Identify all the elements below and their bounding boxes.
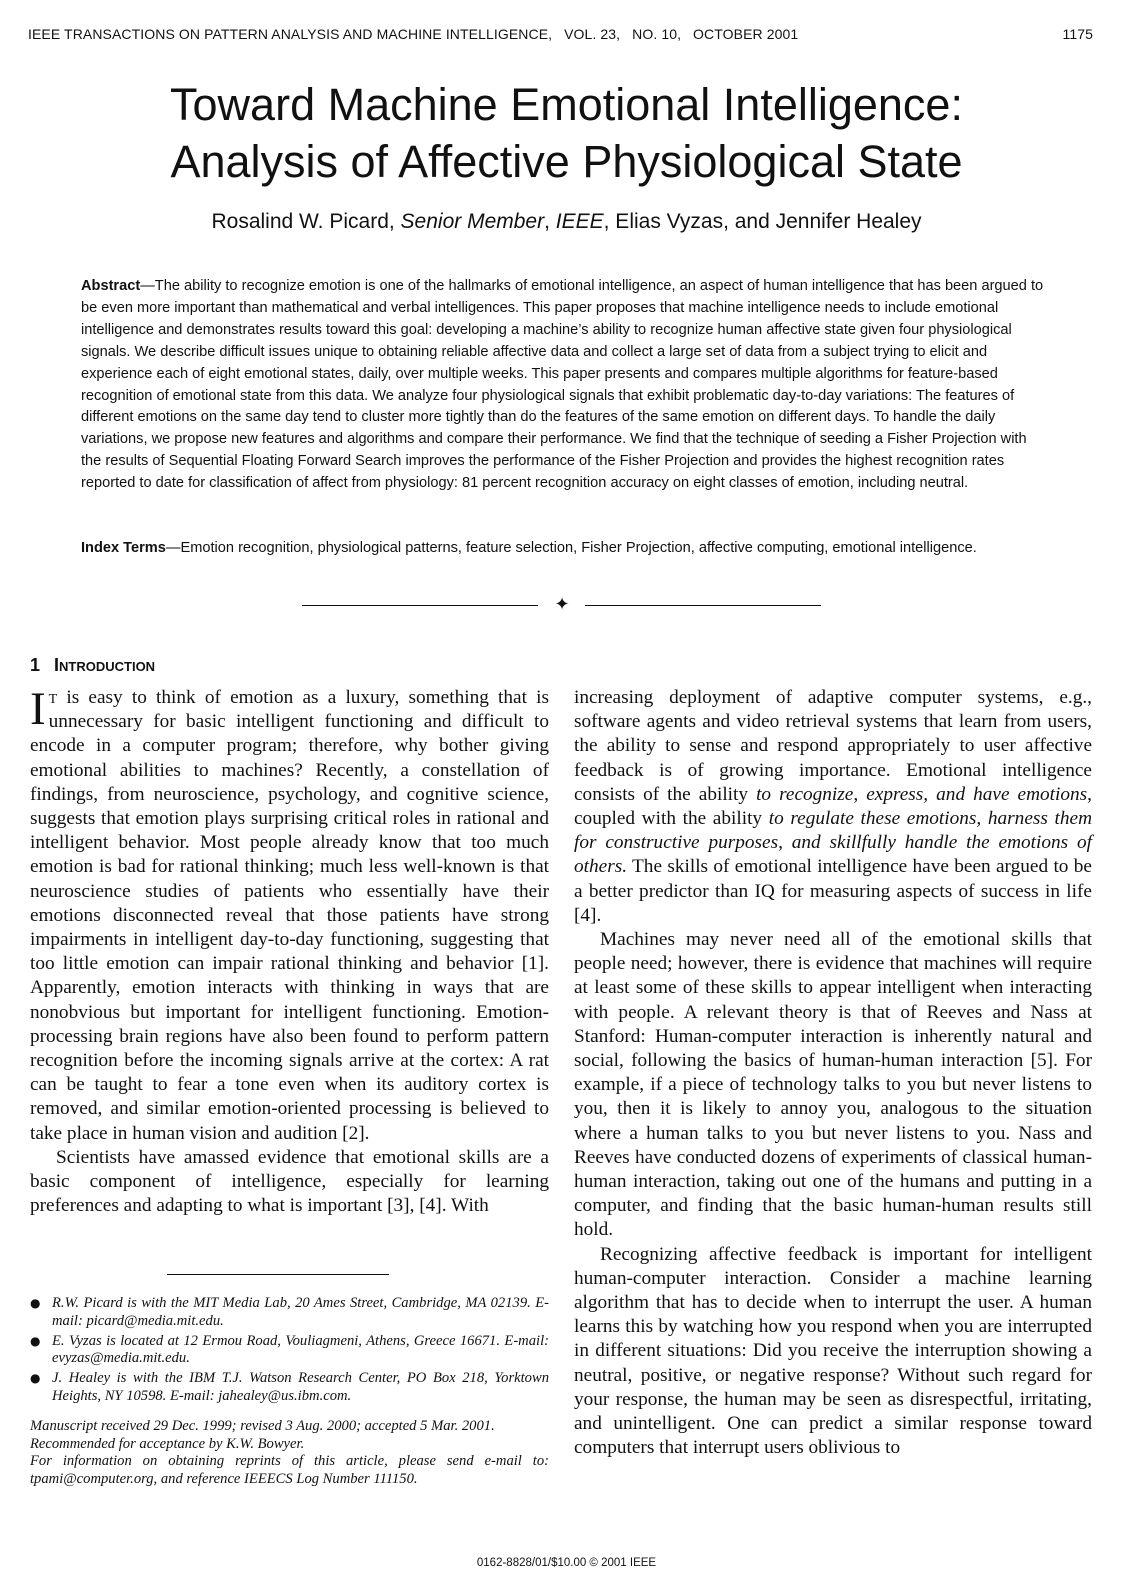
affiliation-item — [30, 1370, 549, 1406]
paragraph-text: t is easy to think of emotion as a luxury, something that is unnecessary for basic intelligent functioning and difficult to encode in a computer program; therefore, why bother giving emotional abilities to machines? Recently, a constellation of findings, from neuroscience, psychology, and cognitive science, suggests that emotion plays surprising critical roles in rational and intelligent behavior. Most people already know that too much emotion is bad for rational thinking; much less well-known is that neuroscience studies of patients who essentially have their emotions disconnected reveal that those patients have strong impairments in intelligent day-to-day functioning, suggesting that too little emotion can impair rational thinking and behavior [1]. Apparently, emotion interacts with thinking in ways that are nonobvious but important for intelligent functioning. Emotion-processing brain regions have also been found to perform pattern recognition before the incoming signals arrive at the cortex: A rat can be taught to fear a tone even when its auditory cortex is removed, and similar emotion-oriented processing is believed to take place in human vision and audition [2]. — [30, 687, 549, 1144]
index-terms — [81, 538, 1047, 560]
affiliation-item — [30, 1333, 549, 1369]
abstract — [81, 276, 1047, 495]
abstract-label: Abstract — [81, 278, 141, 294]
author-org: IEEE — [555, 210, 604, 233]
paragraph-text: increasing deployment of adaptive computer systems, e.g., software agents and video retrieval systems that learn from users, the ability to sense and respond appropriately to user affective feedback is of growing importance. Emotional intelligence consists of the ability — [574, 687, 1092, 805]
title-line-1: Toward Machine Emotional Intelligence: — [170, 79, 963, 130]
journal-header: IEEE TRANSACTIONS ON PATTERN ANALYSIS AND MACHINE INTELLIGENCE, VOL. 23, NO. 10, OCTOBER 2001 — [28, 26, 799, 42]
right-column — [574, 686, 1092, 1461]
paragraph: Machines may never need all of the emotional skills that people need; however, there is evidence that machines will require at least some of these skills to appear intelligent when interacting with people. A relevant theory is that of Reeves and Nass at Stanford: Human-computer interaction is inherently natural and social, following the basics of human-human interaction [5]. For example, if a piece of technology talks to you but never listens to you, then it is likely to annoy you, analogous to the situation where a human talks to you but never listens to you. Nass and Reeves have conducted dozens of experiments of classical human-human interaction, taking out one of the humans and putting in a computer, and finding that the basic human-human results still hold. — [574, 929, 1092, 1241]
emphasis-text: to regulate these emotions, harness them for constructive purposes, and skillfully handle the emotions of others. — [574, 808, 1093, 878]
left-column — [30, 683, 549, 1218]
separator-rule-left — [302, 605, 538, 606]
author-list — [0, 210, 1133, 234]
paragraph: Scientists have amassed evidence that emotional skills are a basic component of intelligence, especially for learning preferences and adapting to what is important [3], [4]. With — [30, 1146, 549, 1217]
running-head — [28, 26, 1093, 46]
manuscript-note: Manuscript received 29 Dec. 1999; revised 3 Aug. 2000; accepted 5 Mar. 2001. — [30, 1417, 495, 1434]
page-number: 1175 — [1062, 26, 1093, 42]
author-sep: , — [544, 210, 556, 233]
section-title: Introduction — [54, 655, 156, 675]
affiliation-text: R.W. Picard is with the MIT Media Lab, 20 Ames Street, Cambridge, MA 02139. E-mail: picard@media.mit.edu. — [52, 1295, 549, 1329]
index-terms-label: Index Terms — [81, 540, 166, 556]
paragraph-text: , coupled with the ability — [574, 783, 1092, 830]
author-membership: Senior Member — [400, 210, 545, 233]
paragraph — [30, 683, 549, 1146]
bullet-icon: ● — [30, 1371, 41, 1386]
title-line-2: Analysis of Affective Physiological State — [170, 136, 963, 187]
affiliation-item — [30, 1295, 549, 1331]
paper-title — [0, 76, 1133, 190]
separator-diamond-icon: ✦ — [554, 594, 570, 615]
abstract-text: —The ability to recognize emotion is one of the hallmarks of emotional intelligence, an aspect of human intelligence that has been argued to be even more important than mathematical and verbal intelligences. This paper proposes that machine intelligence needs to include emotional intelligence and demonstrates results toward this goal: developing a machine’s ability to recognize human affective state given four physiological signals. We describe difficult issues unique to obtaining reliable affective data and collect a large set of data from a subject trying to elicit and experience each of eight emotional states, daily, over multiple weeks. This paper presents and compares multiple algorithms for feature-based recognition of emotional state from this data. We analyze four physiological signals that exhibit problematic day-to-day variations: The features of different emotions on the same day tend to cluster more tightly than do the features of the same emotion on different days. To handle the daily variations, we propose new features and algorithms and compare their performance. We find that the technique of seeding a Fisher Projection with the results of Sequential Floating Forward Search improves the performance of the Fisher Projection and provides the highest recognition rates reported to date for classification of affect from physiology: 81 percent recognition accuracy on eight classes of emotion, including neutral. — [81, 278, 1044, 492]
section-number: 1 — [30, 655, 41, 675]
separator-rule-right — [585, 605, 821, 606]
paragraph-text: The skills of emotional intelligence have been argued to be a better predictor than IQ for measuring aspects of success in life [4]. — [574, 856, 1092, 926]
index-terms-text: —Emotion recognition, physiological patterns, feature selection, Fisher Projection, affective computing, emotional intelligence. — [165, 540, 977, 556]
author-first: Rosalind W. Picard, — [211, 210, 401, 233]
footnote-rule — [167, 1274, 389, 1275]
copyright-footer: 0162-8828/01/$10.00 © 2001 IEEE — [476, 1557, 657, 1569]
paragraph — [574, 686, 1092, 928]
paragraph: Recognizing affective feedback is important for intelligent human-computer interaction. Consider a machine learning algorithm that has to decide when to interrupt the user. A human learns this by watching how you respond when you are interrupted in different situations: Did you receive the interruption showing a neutral, positive, or negative response? Without such regard for your response, the human may be seen as disrespectful, irritating, and unintelligent. One can predict a similar response toward computers that interrupt users oblivious to — [574, 1243, 1092, 1459]
affiliation-text: E. Vyzas is located at 12 Ermou Road, Vouliagmeni, Athens, Greece 16671. E-mail: evyzas@media.mit.edu. — [52, 1332, 549, 1367]
reprints-note: For information on obtaining reprints of this article, please send e-mail to: tpami@computer.org, and reference IEEECS Log Number 111150. — [30, 1453, 549, 1488]
bullet-icon: ● — [30, 1296, 41, 1310]
author-rest: , Elias Vyzas, and Jennifer Healey — [603, 210, 922, 233]
drop-cap: I — [30, 683, 46, 735]
section-heading — [30, 655, 155, 676]
emphasis-text: to recognize, express, and have emotions — [756, 783, 1088, 805]
bullet-icon: ● — [30, 1333, 41, 1348]
affiliation-text: J. Healey is with the IBM T.J. Watson Research Center, PO Box 218, Yorktown Heights, NY 10598. E-mail: jahealey@us.ibm.com. — [52, 1370, 549, 1404]
footnotes — [30, 1295, 549, 1489]
affiliation-list — [30, 1295, 549, 1406]
recommendation-note: Recommended for acceptance by K.W. Bowyer. — [30, 1435, 305, 1452]
